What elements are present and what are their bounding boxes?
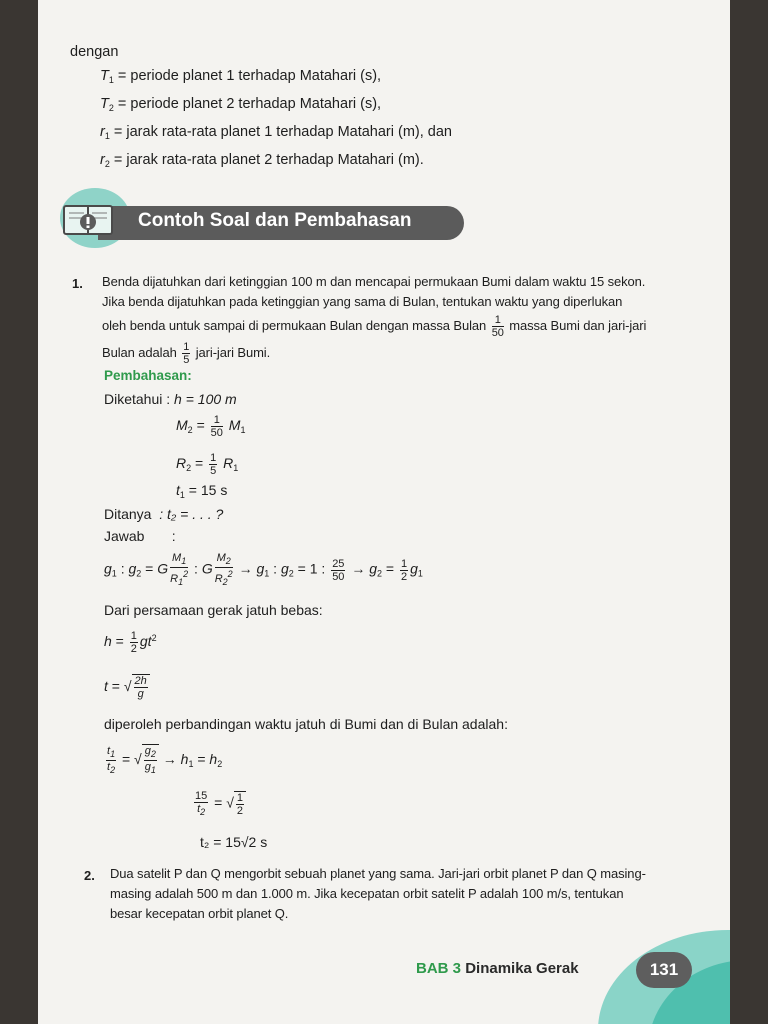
definition-r2: $r_2$ = jarak rata-rata planet 2 terhadap Matahari (m). xyxy=(100,152,424,169)
definition-r1: $r_1$ = jarak rata-rata planet 1 terhadap Matahari (m), dan xyxy=(100,124,452,141)
known-mass: $M_2$ = $\frac{1}{50}$ $M_1$ xyxy=(176,414,246,439)
substitution-equation: $\frac{15}{t_2}$ = √ $\frac{1}{2}$ xyxy=(192,790,246,818)
asked-line: Ditanya : t₂ = . . . ? xyxy=(104,506,224,522)
ratio-text: diperoleh perbandingan waktu jatuh di Bumi dan di Bulan adalah: xyxy=(104,716,508,732)
gravity-ratio-equation: $g_1$ : $g_2 = G$ $\frac{M_1}{R_1^2}$ : G $\frac{M_2}{R_2^2}$ → $g_1$ : $g_2 = 1$ : $\frac{25}{50}$ → $g_2$ = $\frac{1}{2}$ $g_1$ xyxy=(104,552,423,587)
solution-heading: Pembahasan: xyxy=(104,368,192,383)
answer-label: Jawab : xyxy=(104,528,176,544)
question-1-text: Benda dijatuhkan dari ketinggian 100 m dan mencapai permukaan Bumi dalam waktu 15 sekon. Jika benda dijatuhkan pada ketinggian yang sama di Bulan, tentukan waktu yang diperlukan oleh benda untuk sampai di permukaan Bulan dengan massa Bulan $\frac{1}{50}$ massa Bumi dan jari-jari Bulan adalah $\frac{1}{5}$ jari-jari Bumi. xyxy=(102,274,647,366)
free-fall-text: Dari persamaan gerak jatuh bebas: xyxy=(104,602,323,618)
time-equation: t = √ $\frac{2h}{g}$ xyxy=(104,674,150,700)
page-number: 131 xyxy=(636,952,692,988)
free-fall-equation: h = $\frac{1}{2}$ $gt^2$ xyxy=(104,630,157,655)
question-2-number: 2. xyxy=(84,868,95,883)
book-icon xyxy=(60,200,116,240)
intro-lead: dengan xyxy=(70,44,119,60)
time-ratio-equation: $\frac{t_1}{t_2}$ = √ $\frac{g_2}{g_1}$ → $h_1 = h_2$ xyxy=(107,745,223,775)
known-radius: $R_2$ = $\frac{1}{5}$ $R_1$ xyxy=(176,452,239,477)
intro-definitions xyxy=(70,40,452,176)
question-1-number: 1. xyxy=(72,276,83,291)
chapter-footer: BAB 3 Dinamika Gerak xyxy=(416,960,579,977)
result-equation: t₂ = 15√2 s xyxy=(200,834,268,850)
known-time: $t_1 = 15$ s xyxy=(176,482,228,500)
book-page xyxy=(38,0,730,1024)
section-title: Contoh Soal dan Pembahasan xyxy=(138,210,412,231)
definition-t1: $T_1$ = periode planet 1 terhadap Matahari (s), xyxy=(100,68,382,85)
question-2-text: Dua satelit P dan Q mengorbit sebuah planet yang sama. Jari-jari orbit planet P dan Q masing- masing adalah 500 m dan 1.000 m. Jika kecepatan orbit satelit P adalah 100 m/s, tentukan besar kecepatan orbit planet Q. xyxy=(110,866,646,921)
definition-t2: $T_2$ = periode planet 2 terhadap Matahari (s), xyxy=(100,96,382,113)
known-line: Diketahui : h = 100 m xyxy=(104,391,237,407)
